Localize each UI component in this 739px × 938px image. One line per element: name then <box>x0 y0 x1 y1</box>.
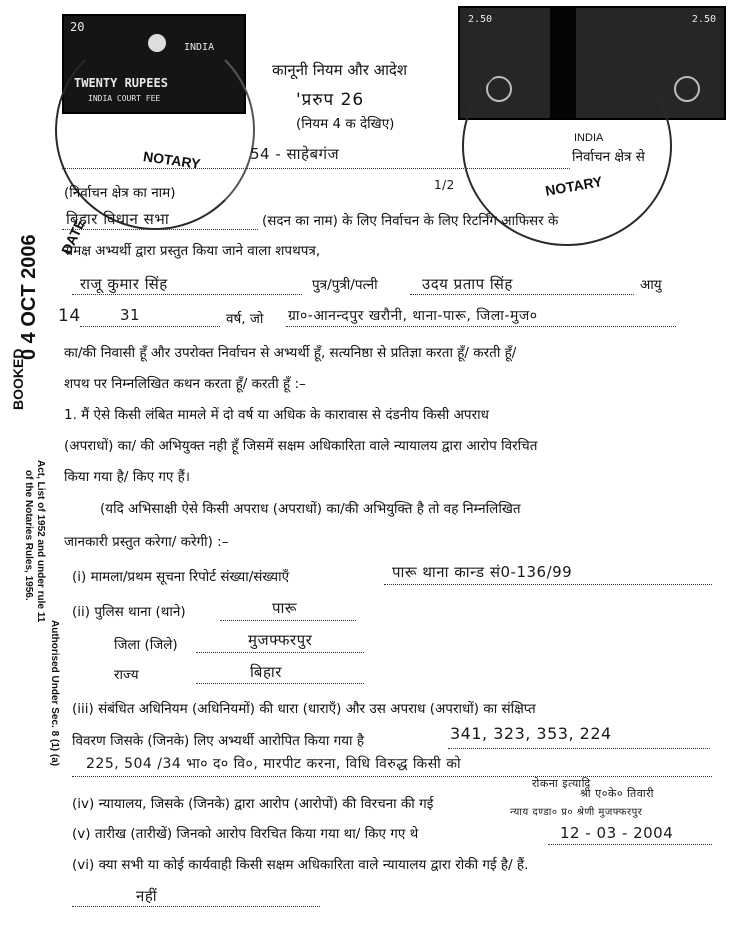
sections-value-b: 225, 504 /34 भा० द० वि०, मारपीट करना, विधि विरुद्ध किसी को <box>86 756 462 772</box>
court-value-a: श्री ए०के० तिवारी <box>580 787 655 800</box>
house-text: (सदन का नाम) के लिए निर्वाचन के लिए रिटर्निंग आफिसर के <box>262 213 559 229</box>
stay-value: नहीं <box>136 887 158 905</box>
stay-label: (vi) क्या सभी या कोई कार्यवाही किसी सक्षम अधिकारिता वाले न्यायालय द्वारा रोकी गई है/ हैं. <box>72 857 529 873</box>
police-value: पारू <box>272 599 298 617</box>
sections-value-c: रोकना इत्यादि <box>532 777 591 790</box>
point1-line-b: (अपराधों) का/ की अभियुक्त नही हूँ जिसमें सक्षम अधिकारिता वाले न्यायालय द्वारा आरोप विरचित <box>64 438 538 454</box>
constituency-name-label: (निर्वाचन क्षेत्र का नाम) <box>64 185 176 201</box>
court-value-b: न्याय दण्डा० प्र० श्रेणी मुजफ्फरपुर <box>510 807 643 818</box>
police-line <box>220 620 356 621</box>
point1-line-c: किया गया है/ किए गए हैं। <box>64 469 190 485</box>
constituency-label: निर्वाचन क्षेत्र से <box>572 149 645 165</box>
relation-label: पुत्र/पुत्री/पत्नी <box>312 277 378 293</box>
emblem-icon <box>674 76 700 102</box>
date-line <box>548 844 712 845</box>
right-stamp-country: INDIA <box>574 132 604 144</box>
address-line <box>286 326 676 327</box>
side-seal-line-3: of the Notaries Rules, 1956. <box>23 470 34 601</box>
form-number: 'प्ररुप 26 <box>296 90 365 110</box>
case-line <box>384 584 712 585</box>
left-stamp-value: 20 <box>70 20 85 34</box>
state-line <box>196 683 364 684</box>
case-label: (i) मामला/प्रथम सूचना रिपोर्ट संख्या/संख्याएँ <box>72 569 290 585</box>
date-label: (v) तारीख (तारीखें) जिनको आरोप विरचित किया गया था/ किए गए थे <box>72 826 419 842</box>
father-name-line <box>410 294 634 295</box>
years-label: वर्ष, जो <box>226 311 264 327</box>
sections-label-b: विवरण जिसके (जिनके) लिए अभ्यर्थी आरोपित किया गया है <box>72 733 364 749</box>
age-value: 31 <box>120 306 141 324</box>
point2-line-a: (यदि अभिसाक्षी ऐसे किसी अपराध (अपराधों) का/की अभियुक्ति है तो वह निम्नलिखित <box>100 501 521 517</box>
district-line <box>196 652 364 653</box>
constituency-line <box>62 168 570 169</box>
date-label-stamp: DATE <box>58 216 89 257</box>
date-value: 12 - 03 - 2004 <box>560 824 674 842</box>
point1-line-a: 1. मैं ऐसे किसी लंबित मामले में दो वर्ष या अधिक के कारावास से दंडनीय किसी अपराध <box>64 407 489 423</box>
resident-text: का/की निवासी हूँ और उपरोक्त निर्वाचन से अभ्यर्थी हूँ, सत्यनिष्ठा से प्रतिज्ञा करता हूँ/ करती हूँ/ <box>64 345 517 361</box>
stay-line <box>72 906 320 907</box>
point2-line-b: जानकारी प्रस्तुत करेगा/ करेगी) :– <box>64 534 229 550</box>
case-value: पारू थाना कान्ड सं0-136/99 <box>392 563 573 581</box>
rule-reference: (नियम 4 क देखिए) <box>296 116 395 132</box>
left-stamp-name: TWENTY RUPEES <box>74 76 168 90</box>
left-notary-text: NOTARY <box>142 148 202 172</box>
right-notary-text: NOTARY <box>544 173 604 199</box>
house-line <box>62 229 258 230</box>
sections-line-a <box>448 748 710 749</box>
right-stamp-value-right: 2.50 <box>691 14 716 25</box>
side-seal-line-2: Act, List of 1952 and under rule 11 <box>35 460 46 623</box>
constituency-value: 54 - साहेबगंज <box>250 145 340 163</box>
booked-stamp: BOOKED <box>10 348 26 410</box>
date-stamp: 0 4 OCT 2006 <box>18 234 40 360</box>
police-label: (ii) पुलिस थाना (थाने) <box>72 604 186 620</box>
oath-text: शपथ पर निम्नलिखित कथन करता हूँ/ करती हूँ :– <box>64 376 306 392</box>
district-value: मुजफ्फरपुर <box>248 631 313 649</box>
sections-value-a: 341, 323, 353, 224 <box>450 724 612 743</box>
age-label: आयु <box>640 277 662 293</box>
father-name: उदय प्रताप सिंह <box>422 275 513 293</box>
address-value: ग्रा०-आनन्दपुर खरौनी, थाना-पारू, जिला-मुज० <box>288 308 538 324</box>
state-value: बिहार <box>250 663 282 681</box>
margin-number: 14 <box>58 306 81 326</box>
sections-line-b <box>72 776 712 777</box>
right-stamp-value-left: 2.50 <box>468 14 493 25</box>
age-line <box>80 326 220 327</box>
self-name: राजू कुमार सिंह <box>80 275 168 293</box>
side-seal-line-1: Authorised Under Sec. 8 (1) (a) <box>49 620 60 767</box>
house-value: बिहार विधान सभा <box>66 210 170 228</box>
sections-label-a: (iii) संबंधित अधिनियम (अधिनियमों) की धारा (धाराएँ) और उस अपराध (अपराधों) का संक्षिप्त <box>72 701 536 717</box>
state-label: राज्य <box>114 667 139 683</box>
court-label: (iv) न्यायालय, जिसके (जिनके) द्वारा आरोप (आरोपों) की विरचना की गई <box>72 796 434 812</box>
left-stamp-sub: INDIA COURT FEE <box>88 94 161 103</box>
fraction-note: 1/2 <box>434 178 455 192</box>
district-label: जिला (जिले) <box>114 637 178 653</box>
affidavit-text: समक्ष अभ्यर्थी द्वारा प्रस्तुत किया जाने वाला शपथपत्र, <box>64 243 321 259</box>
law-title: कानूनी नियम और आदेश <box>272 61 408 79</box>
self-name-line <box>72 294 302 295</box>
left-stamp-country: INDIA <box>184 42 215 53</box>
